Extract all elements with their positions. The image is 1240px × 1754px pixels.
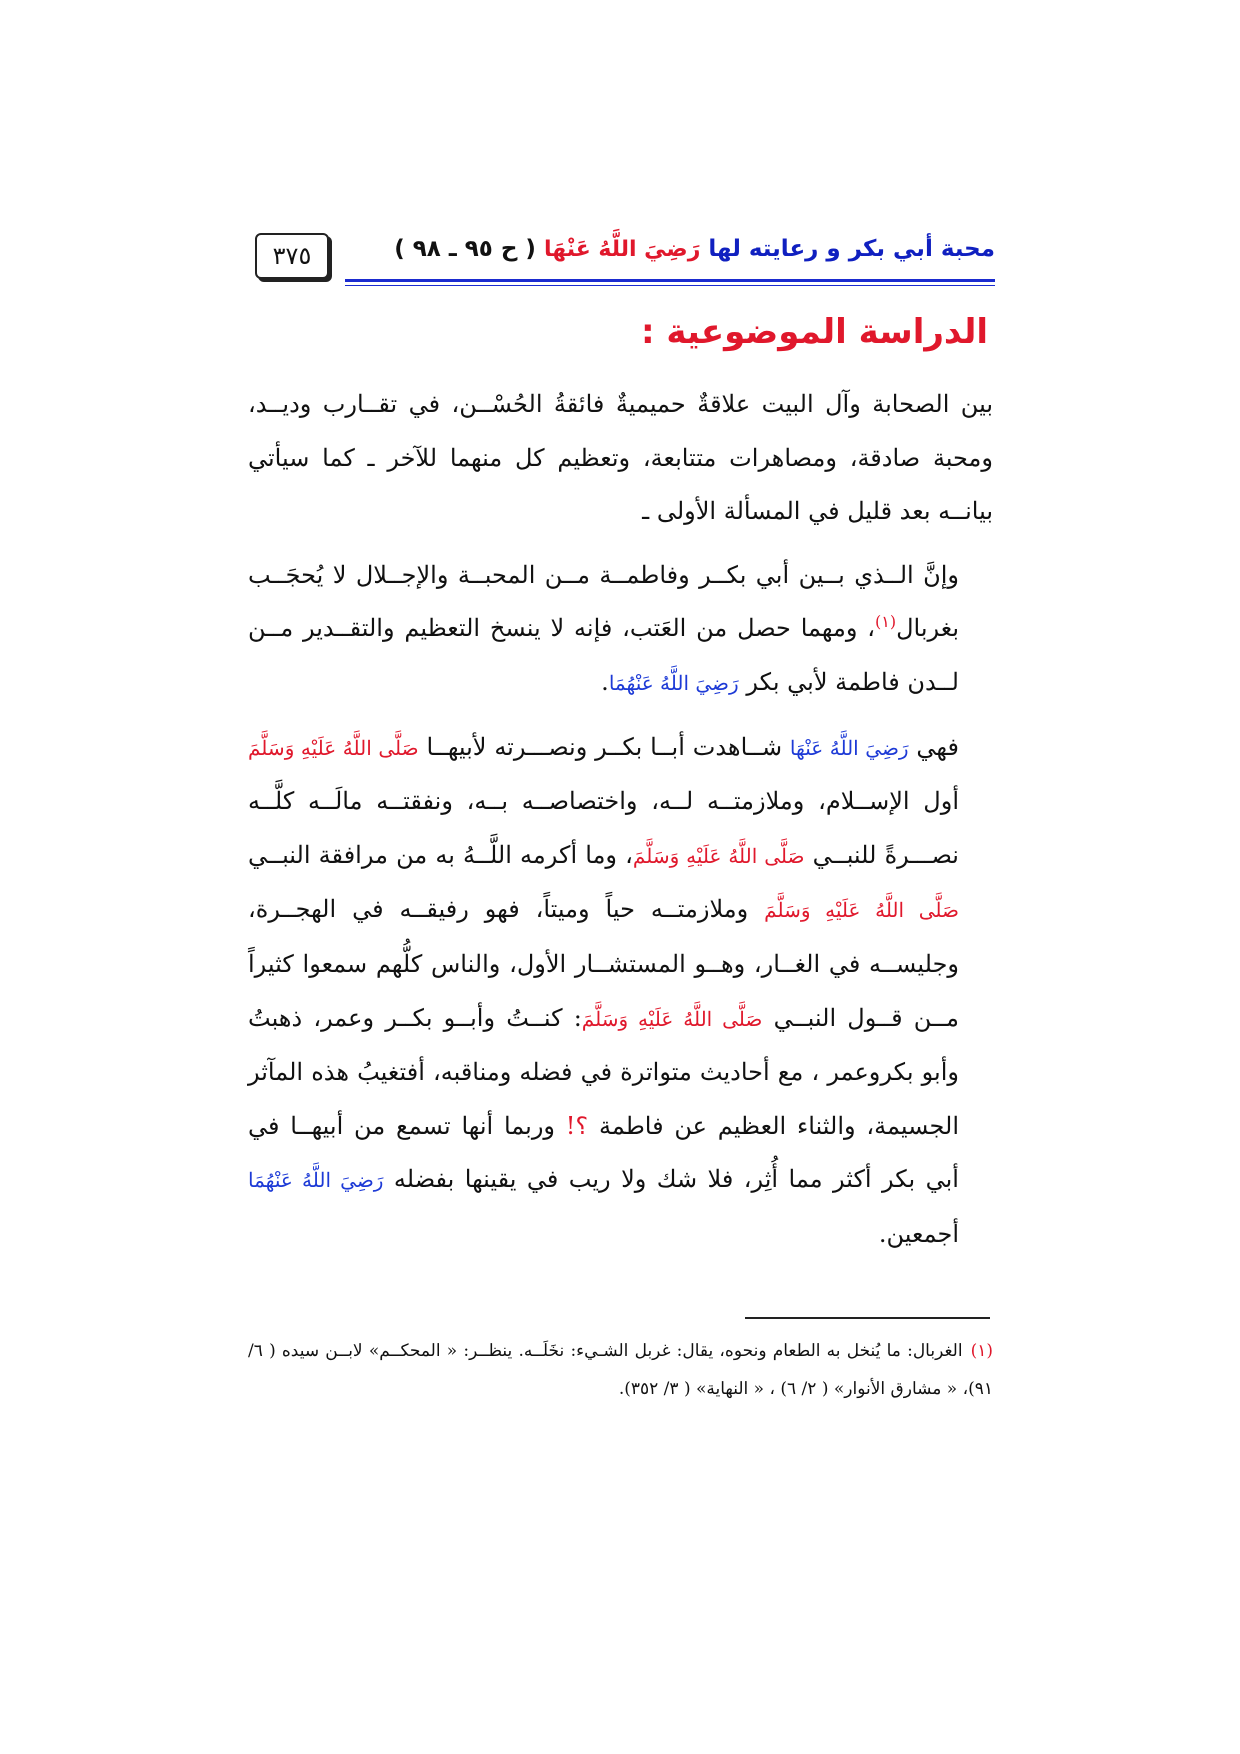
paragraph-3-text-h: أجمعين. <box>878 1219 959 1248</box>
paragraph-2-text-b: ، ومهما حصل من العَتب، فإنه لا ينسخ التعظيم والتقــدير مــن لــدن فاطمة لأبي بكر <box>248 614 959 696</box>
footnote-reference[interactable]: (١) <box>874 612 897 632</box>
running-header <box>345 236 995 274</box>
honorific-text: رَضِيَ اللَّهُ عَنْهُمَا <box>248 1168 384 1193</box>
paragraph-3 <box>248 721 993 1262</box>
paragraph-2-text-a: وإنَّ الــذي بــين أبي بكــر وفاطمــة مــن المحبــة والإجــلال لا يُحجَــب بغربال <box>248 560 959 643</box>
footnote-text: الغربال: ما يُنخل به الطعام ونحوه، يقال: غربل الشـيء: نخَلَــه. ينظــر: « المحكــم» لابــن سيده ( ٦/ ٩١)، « مشارق الأنوار» ( ٢/ ٦) ، « النهاية» ( ٣/ ٣٥٢). <box>248 1341 993 1399</box>
salawat-text: صَلَّى اللَّهُ عَلَيْهِ وَسَلَّمَ <box>764 898 960 923</box>
paragraph-3-text-g: وربما أنها تسمع من أبيهــا في أبي بكر أكثر مما أُثِر، فلا شك ولا ريب في يقينها بفضله <box>248 1111 959 1194</box>
footnote-number: (١) <box>970 1341 993 1361</box>
body-text <box>248 378 993 1262</box>
header-rule-thin <box>345 285 995 286</box>
footnote <box>248 1332 993 1408</box>
header-title: محبة أبي بكر و رعايته لها <box>708 236 995 262</box>
salawat-text: صَلَّى اللَّهُ عَلَيْهِ وَسَلَّمَ <box>581 1006 763 1031</box>
salawat-text: صَلَّى اللَّهُ عَلَيْهِ وَسَلَّمَ <box>248 735 419 760</box>
header-honorific: رَضِيَ اللَّهُ عَنْهَا <box>543 237 701 262</box>
paragraph-1: بين الصحابة وآل البيت علاقةٌ حميميةٌ فائقةُ الحُسْــن، في تقــارب وديــد، ومحبة صادقة، ومصاهرات متتابعة، وتعظيم كل منهما للآخر ـ كما سيأتي بيانــه بعد قليل في المسألة الأولى ـ <box>248 390 993 526</box>
paragraph-3-text-b: شــاهدت أبــا بكــر ونصـــرته لأبيهــا <box>426 732 783 761</box>
paragraph-3-text-e: وملازمتــه حياً وميتاً، فهو رفيقــه في الهجــرة، وجليســه في الغــار، وهــو المستشــار الأول، والناس كلُّهم سمعوا كثيراً مــن قــول النبــي <box>248 895 959 1032</box>
footnote-separator <box>745 1317 990 1319</box>
paragraph-3-text-a: فهي <box>916 732 959 761</box>
salawat-text: صَلَّى اللَّهُ عَلَيْهِ وَسَلَّمَ <box>632 843 805 868</box>
header-hadith-range: ( ح ٩٥ ـ ٩٨ ) <box>394 236 536 262</box>
paragraph-3-text-d: ، وما أكرمه اللَّــهُ به من مرافقة النبــي <box>248 840 633 869</box>
header-rule <box>345 279 995 282</box>
paragraph-3-text-c: أول الإســلام، وملازمتــه لــه، واختصاصــه بــه، ونفقتــه مالَــه كلَّــه نصـــرةً للنبــي <box>248 787 959 869</box>
exclamation-mark: ؟! <box>565 1111 589 1140</box>
section-heading: الدراسة الموضوعية : <box>640 312 988 352</box>
page-number: ٣٧٥ <box>255 233 329 279</box>
paragraph-2 <box>248 549 993 711</box>
paragraph-2-end: . <box>601 667 609 696</box>
honorific-text: رَضِيَ اللَّهُ عَنْهَا <box>789 735 909 760</box>
honorific-text: رَضِيَ اللَّهُ عَنْهُمَا <box>608 670 739 695</box>
paragraph-3-text-f: : كنــتُ وأبــو بكــر وعمر، ذهبتُ وأبو بكروعمر ، مع أحاديث متواترة في فضله ومناقبه، أفتغيبُ هذه المآثر الجسيمة، والثناء العظيم عن فاطمة <box>248 1003 959 1140</box>
